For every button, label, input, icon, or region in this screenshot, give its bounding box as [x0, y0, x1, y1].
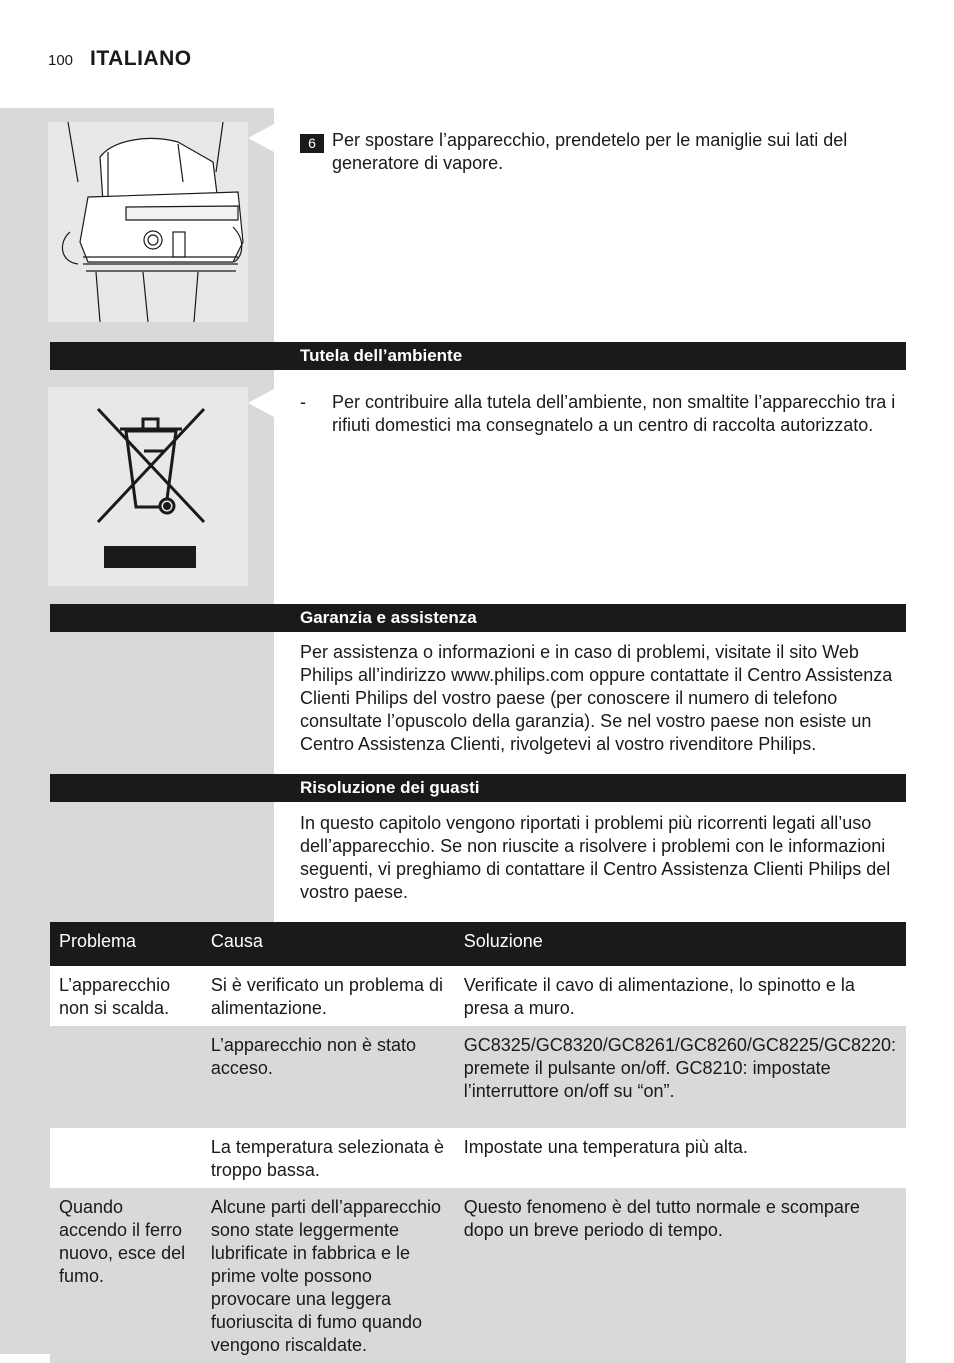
environment-bullet	[300, 391, 904, 437]
table-header-row	[50, 922, 906, 966]
page-number: 100	[48, 52, 74, 69]
bin-underline-bar	[104, 546, 196, 568]
table-row	[50, 966, 906, 1026]
carry-appliance-illustration	[48, 122, 248, 322]
weee-illustration	[48, 387, 248, 586]
troubleshooting-table	[50, 922, 906, 1363]
warranty-text-start: Per assistenza o informazioni e in caso di problemi, visitate il sito Web Philips all’indirizzo	[300, 642, 859, 685]
cell-problem: Quando accendo il ferro nuovo, esce del fumo.	[50, 1188, 202, 1363]
cell-problem: L’apparecchio non si scalda.	[50, 966, 202, 1026]
cell-cause: L’apparecchio non è stato acceso.	[202, 1026, 455, 1128]
warranty-paragraph	[300, 641, 904, 756]
section-title-warranty: Garanzia e assistenza	[300, 608, 477, 627]
cell-cause: Si è verificato un problema di alimentazione.	[202, 966, 455, 1026]
philips-website-link[interactable]: www.philips.com	[451, 665, 585, 685]
crossed-bin-icon	[48, 387, 248, 586]
cell-solution: Impostate una temperatura più alta.	[455, 1128, 906, 1188]
cell-solution: Questo fenomeno è del tutto normale e scompare dopo un breve periodo di tempo.	[455, 1188, 906, 1363]
cell-problem	[50, 1128, 202, 1188]
warranty-text-end: oppure contattate il Centro Assistenza Clienti Philips del vostro paese (per conoscere il numero di telefono consultate l’opuscolo della garanzia). Se nel vostro paese non esiste un Centro Assistenza Clienti, rivolgetevi al vostro rivenditore Philips.	[300, 665, 893, 754]
header-problem: Problema	[50, 922, 202, 966]
cell-cause: La temperatura selezionata è troppo bassa.	[202, 1128, 455, 1188]
section-title-environment: Tutela dell’ambiente	[300, 346, 463, 365]
illustration-pointer	[248, 389, 274, 417]
table-row	[50, 1026, 906, 1128]
bullet-marker: -	[300, 392, 306, 412]
step-number-badge: 6	[300, 134, 324, 153]
language-title: ITALIANO	[90, 47, 192, 70]
section-bar-warranty	[48, 604, 906, 632]
illustration-pointer	[248, 124, 274, 152]
table-row	[50, 1188, 906, 1363]
step-6-text: Per spostare l’apparecchio, prendetelo per le maniglie sui lati del generatore di vapore.	[332, 130, 848, 173]
cell-solution: Verificate il cavo di alimentazione, lo spinotto e la presa a muro.	[455, 966, 906, 1026]
table-row	[50, 1128, 906, 1188]
step-6	[300, 129, 900, 175]
troubleshooting-intro: In questo capitolo vengono riportati i problemi più ricorrenti legati all’uso dell’apparecchio. Se non riuscite a risolvere i problemi con le informazioni seguenti, vi preghiamo di contattare il Centro Assistenza Clienti Philips del vostro paese.	[300, 813, 891, 902]
header-solution: Soluzione	[455, 922, 906, 966]
cell-cause: Alcune parti dell’apparecchio sono state leggermente lubrificate in fabbrica e le prime volte possono provocare una leggera fuoriuscita di fumo quando vengono riscaldate.	[202, 1188, 455, 1363]
section-bar-environment	[48, 342, 906, 370]
cell-solution: GC8325/GC8320/GC8261/GC8260/GC8225/GC8220: premete il pulsante on/off. GC8210: impostate l’interruttore on/off su “on”.	[455, 1026, 906, 1128]
header-cause: Causa	[202, 922, 455, 966]
cell-problem	[50, 1026, 202, 1128]
carry-appliance-drawing	[48, 122, 248, 322]
section-title-troubleshooting: Risoluzione dei guasti	[300, 778, 480, 797]
environment-bullet-text: Per contribuire alla tutela dell’ambiente, non smaltite l’apparecchio tra i rifiuti domestici ma consegnatelo a un centro di raccolta autorizzato.	[332, 392, 896, 435]
